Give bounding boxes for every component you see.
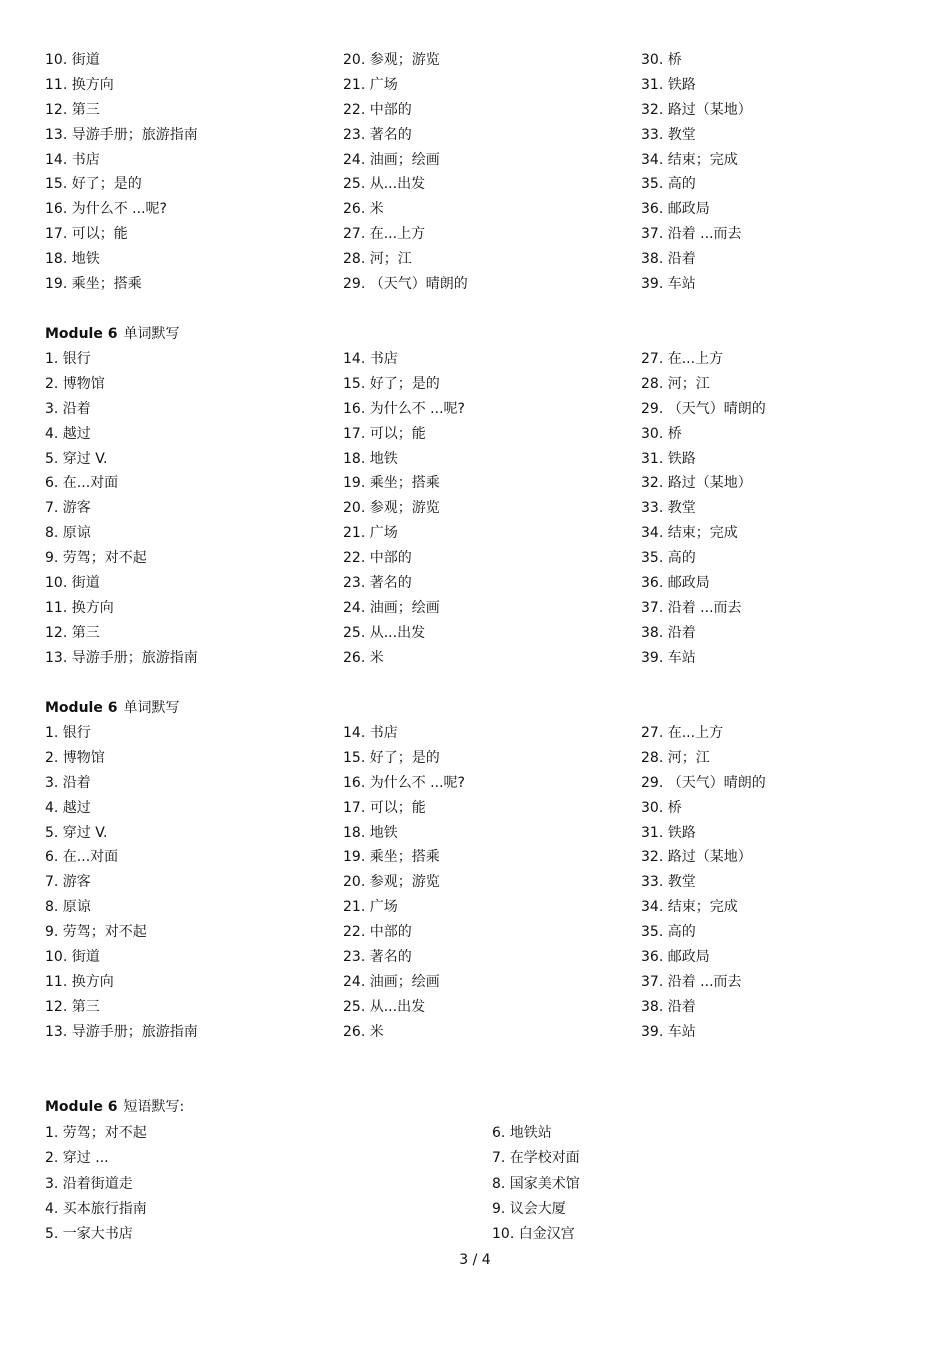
list-item: 26. 米 xyxy=(343,201,384,218)
list-item: 6. 地铁站 xyxy=(492,1125,552,1141)
list-item: 34. 结束；完成 xyxy=(641,899,738,916)
list-item: 9. 劳驾；对不起 xyxy=(45,550,147,567)
list-item: 14. 书店 xyxy=(343,351,398,367)
list-item: 17. 可以；能 xyxy=(45,226,128,243)
list-item: 29. （天气）晴朗的 xyxy=(343,276,468,293)
section-heading-words-1 xyxy=(45,322,179,346)
list-item: 24. 油画；绘画 xyxy=(343,151,440,168)
list-item: 4. 买本旅行指南 xyxy=(45,1200,147,1217)
list-item: 17. 可以；能 xyxy=(343,799,426,816)
list-item: 2. 博物馆 xyxy=(45,749,105,766)
list-item: 35. 高的 xyxy=(641,550,696,567)
list-item: 14. 书店 xyxy=(45,151,100,168)
list-item: 34. 结束；完成 xyxy=(641,525,738,542)
list-item: 18. 地铁 xyxy=(343,450,398,467)
list-item: 16. 为什么不 ...呢? xyxy=(45,201,167,218)
list-item: 4. 越过 xyxy=(45,425,91,442)
list-item: 22. 中部的 xyxy=(343,101,412,118)
list-item: 38. 沿着 xyxy=(641,998,696,1015)
list-item: 36. 邮政局 xyxy=(641,201,710,218)
list-item: 32. 路过（某地） xyxy=(641,475,752,492)
list-item: 23. 著名的 xyxy=(343,126,412,143)
list-item: 20. 参观；游览 xyxy=(343,52,440,68)
list-item: 13. 导游手册；旅游指南 xyxy=(45,1023,198,1040)
list-item: 22. 中部的 xyxy=(343,924,412,941)
list-item: 7. 游客 xyxy=(45,874,91,891)
list-item: 31. 铁路 xyxy=(641,76,696,93)
list-item: 26. 米 xyxy=(343,649,384,666)
list-item: 8. 原谅 xyxy=(45,525,91,542)
list-item: 10. 街道 xyxy=(45,949,100,966)
list-item: 22. 中部的 xyxy=(343,550,412,567)
word-list-1 xyxy=(45,347,925,671)
section-heading-phrases xyxy=(45,1095,184,1119)
list-item: 38. 沿着 xyxy=(641,624,696,641)
list-item: 27. 在...上方 xyxy=(641,725,724,741)
phrase-list xyxy=(45,1121,925,1247)
list-item: 38. 沿着 xyxy=(641,251,696,268)
list-item: 10. 白金汉宫 xyxy=(492,1226,575,1243)
list-item: 11. 换方向 xyxy=(45,973,114,990)
list-item: 19. 乘坐；搭乘 xyxy=(343,475,440,492)
list-item: 27. 在...上方 xyxy=(343,226,426,243)
word-list-continued xyxy=(45,48,925,297)
list-item: 33. 教堂 xyxy=(641,126,696,143)
list-item: 21. 广场 xyxy=(343,76,398,93)
list-item: 15. 好了；是的 xyxy=(343,749,440,766)
list-item: 9. 劳驾；对不起 xyxy=(45,924,147,941)
list-item: 28. 河；江 xyxy=(343,251,412,268)
list-item: 30. 桥 xyxy=(641,799,682,816)
list-item: 23. 著名的 xyxy=(343,949,412,966)
list-item: 39. 车站 xyxy=(641,1023,696,1040)
list-item: 7. 游客 xyxy=(45,500,91,517)
list-item: 1. 劳驾；对不起 xyxy=(45,1125,147,1141)
list-item: 21. 广场 xyxy=(343,899,398,916)
list-item: 24. 油画；绘画 xyxy=(343,599,440,616)
list-item: 27. 在...上方 xyxy=(641,351,724,367)
list-item: 34. 结束；完成 xyxy=(641,151,738,168)
list-item: 3. 沿着 xyxy=(45,400,91,417)
list-item: 1. 银行 xyxy=(45,351,91,367)
list-item: 24. 油画；绘画 xyxy=(343,973,440,990)
list-item: 1. 银行 xyxy=(45,725,91,741)
list-item: 16. 为什么不 ...呢? xyxy=(343,400,465,417)
list-item: 37. 沿着 ...而去 xyxy=(641,973,742,990)
list-item: 39. 车站 xyxy=(641,276,696,293)
list-item: 36. 邮政局 xyxy=(641,575,710,592)
module-label: Module 6 xyxy=(45,326,118,342)
list-item: 29. （天气）晴朗的 xyxy=(641,400,766,417)
list-item: 9. 议会大厦 xyxy=(492,1200,566,1217)
list-item: 17. 可以；能 xyxy=(343,425,426,442)
module-label: Module 6 xyxy=(45,1099,118,1115)
word-list-2 xyxy=(45,721,925,1045)
list-item: 28. 河；江 xyxy=(641,749,710,766)
list-item: 25. 从...出发 xyxy=(343,624,426,641)
list-item: 15. 好了；是的 xyxy=(343,375,440,392)
list-item: 31. 铁路 xyxy=(641,450,696,467)
list-item: 2. 博物馆 xyxy=(45,375,105,392)
list-item: 5. 穿过 V. xyxy=(45,450,108,467)
list-item: 35. 高的 xyxy=(641,176,696,193)
list-item: 39. 车站 xyxy=(641,649,696,666)
section-title: 短语默写: xyxy=(123,1099,185,1115)
list-item: 25. 从...出发 xyxy=(343,176,426,193)
section-title: 单词默写 xyxy=(123,700,180,716)
list-item: 4. 越过 xyxy=(45,799,91,816)
list-item: 28. 河；江 xyxy=(641,375,710,392)
list-item: 25. 从...出发 xyxy=(343,998,426,1015)
list-item: 30. 桥 xyxy=(641,425,682,442)
list-item: 10. 街道 xyxy=(45,575,100,592)
module-label: Module 6 xyxy=(45,700,118,716)
list-item: 3. 沿着街道走 xyxy=(45,1175,133,1192)
list-item: 8. 原谅 xyxy=(45,899,91,916)
list-item: 3. 沿着 xyxy=(45,774,91,791)
list-item: 33. 教堂 xyxy=(641,874,696,891)
list-item: 37. 沿着 ...而去 xyxy=(641,226,742,243)
list-item: 23. 著名的 xyxy=(343,575,412,592)
list-item: 7. 在学校对面 xyxy=(492,1150,580,1167)
list-item: 32. 路过（某地） xyxy=(641,849,752,866)
list-item: 36. 邮政局 xyxy=(641,949,710,966)
list-item: 19. 乘坐；搭乘 xyxy=(343,849,440,866)
list-item: 32. 路过（某地） xyxy=(641,101,752,118)
list-item: 13. 导游手册；旅游指南 xyxy=(45,649,198,666)
list-item: 12. 第三 xyxy=(45,624,100,641)
list-item: 12. 第三 xyxy=(45,101,100,118)
list-item: 19. 乘坐；搭乘 xyxy=(45,276,142,293)
list-item: 16. 为什么不 ...呢? xyxy=(343,774,465,791)
list-item: 12. 第三 xyxy=(45,998,100,1015)
list-item: 18. 地铁 xyxy=(343,824,398,841)
list-item: 5. 穿过 V. xyxy=(45,824,108,841)
section-title: 单词默写 xyxy=(123,326,180,342)
list-item: 30. 桥 xyxy=(641,52,682,68)
list-item: 15. 好了；是的 xyxy=(45,176,142,193)
page-number: 3 / 4 xyxy=(459,1252,491,1268)
list-item: 35. 高的 xyxy=(641,924,696,941)
section-heading-words-2 xyxy=(45,696,179,720)
list-item: 6. 在...对面 xyxy=(45,849,119,866)
list-item: 10. 街道 xyxy=(45,52,100,68)
list-item: 18. 地铁 xyxy=(45,251,100,268)
list-item: 6. 在...对面 xyxy=(45,475,119,492)
list-item: 20. 参观；游览 xyxy=(343,500,440,517)
list-item: 26. 米 xyxy=(343,1023,384,1040)
list-item: 5. 一家大书店 xyxy=(45,1226,133,1243)
list-item: 37. 沿着 ...而去 xyxy=(641,599,742,616)
list-item: 13. 导游手册；旅游指南 xyxy=(45,126,198,143)
list-item: 11. 换方向 xyxy=(45,76,114,93)
list-item: 29. （天气）晴朗的 xyxy=(641,774,766,791)
list-item: 20. 参观；游览 xyxy=(343,874,440,891)
list-item: 33. 教堂 xyxy=(641,500,696,517)
list-item: 2. 穿过 ... xyxy=(45,1150,109,1167)
list-item: 21. 广场 xyxy=(343,525,398,542)
list-item: 8. 国家美术馆 xyxy=(492,1175,580,1192)
list-item: 31. 铁路 xyxy=(641,824,696,841)
list-item: 11. 换方向 xyxy=(45,599,114,616)
list-item: 14. 书店 xyxy=(343,725,398,741)
